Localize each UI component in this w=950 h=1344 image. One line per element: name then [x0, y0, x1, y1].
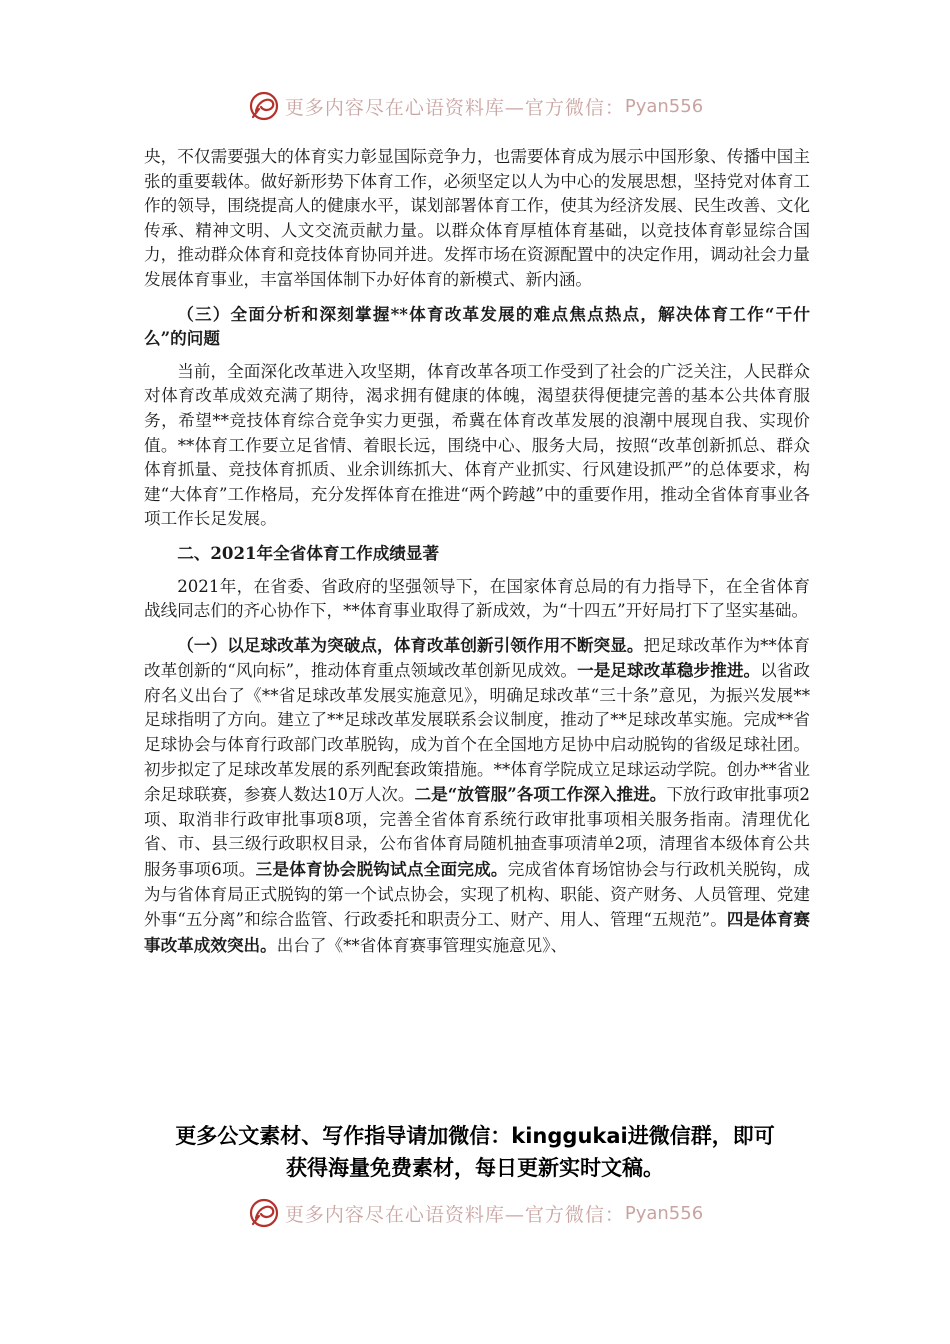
document-body	[144, 145, 810, 958]
body-paragraph	[144, 145, 810, 293]
text-run: 下放行政审批事项2项、取消非行政审批事项8项，完善全省体育系统行政审批事项相关服务指南。清理优化省、市、县三级行政职权目录，公布省体育局随机抽查事项清单2项，清理省本级体育公共服务事项6项。	[144, 785, 810, 880]
bold-run: 一是足球改革稳步推进。	[577, 660, 761, 681]
text-run: 2021年，在省委、省政府的坚强领导下，在国家体育总局的有力指导下，在全省体育战线同志们的齐心协作下，**体育事业取得了新成效，为“十四五”开好局打下了坚实基础。	[144, 576, 810, 621]
text-run: 以省政府名义出台了《**省足球改革发展实施意见》，明确足球改革“三十条”意见，为振兴发展**足球指明了方向。建立了**足球改革发展联系会议制度，推动了**足球改革实施。完成**省足球协会与体育行政部门改革脱钩，成为首个在全国地方足协中启动脱钩的省级足球社团。初步拟定了足球改革发展的系列配套政策措施。**体育学院成立足球运动学院。创办**省业余足球联赛，参赛人数达10万人次。	[144, 661, 810, 805]
promo-line-2: 获得海量免费素材，每日更新实时文稿。	[286, 1156, 664, 1180]
bold-run: （一）以足球改革为突破点，体育改革创新引领作用不断突显。	[177, 634, 644, 655]
header-banner	[0, 88, 950, 124]
bold-run: 二、2021年全省体育工作成绩显著	[177, 542, 440, 563]
bold-run: （三）全面分析和深刻掌握**体育改革发展的难点焦点热点，解决体育工作“干什么”的问题	[144, 303, 810, 349]
bold-run: 二是“放管服”各项工作深入推进。	[414, 784, 667, 805]
bold-run: 三是体育协会脱钩试点全面完成。	[255, 859, 508, 880]
footer-banner	[0, 1195, 950, 1231]
body-paragraph	[144, 575, 810, 624]
text-run: 央，不仅需要强大的体育实力彰显国际竞争力，也需要体育成为展示中国形象、传播中国主张的重要载体。做好新形势下体育工作，必须坚定以人为中心的发展思想，坚持党对体育工作的领导，围绕提高人的健康水平，谋划部署体育工作，使其为经济发展、民生改善、文化传承、精神文明、人文交流贡献力量。以群众体育厚植体育基础，以竞技体育彰显综合国力，推动群众体育和竞技体育协同并进。发挥市场在资源配置中的决定作用，调动社会力量发展体育事业，丰富举国体制下办好体育的新模式、新内涵。	[144, 147, 810, 289]
promo-line-1: 更多公文素材、写作指导请加微信：kinggukai进微信群，即可	[175, 1124, 775, 1148]
section-heading	[144, 541, 810, 566]
text-run: 当前，全面深化改革进入攻坚期，体育改革各项工作受到了社会的广泛关注，人民群众对体育改革成效充满了期待，渴求拥有健康的体魄，渴望获得便捷完善的基本公共体育服务，希望**竞技体育综合竞争实力更强，希冀在体育改革发展的浪潮中展现自我、实现价值。**体育工作要立足省情、着眼长远，围绕中心、服务大局，按照“改革创新抓总、群众体育抓量、竞技体育抓质、业余训练抓大、体育产业抓实、行风建设抓严”的总体要求，构建“大体育”工作格局，充分发挥体育在推进“两个跨越”中的重要作用，推动全省体育事业各项工作长足发展。	[144, 361, 810, 529]
footer-banner-text: 更多内容尽在心语资料库—官方微信：	[284, 1203, 625, 1226]
bold-run: 四是体育赛事改革成效突出。	[144, 909, 811, 955]
footer-banner-wechat: Pyan556	[624, 1202, 704, 1224]
body-paragraph	[144, 633, 810, 959]
text-run: 出台了《**省体育赛事管理实施意见》、	[276, 935, 568, 955]
header-banner-wechat: Pyan556	[624, 95, 704, 117]
header-banner-text: 更多内容尽在心语资料库—官方微信：	[284, 96, 625, 119]
section-heading	[144, 302, 810, 351]
swirl-logo-icon	[247, 89, 281, 123]
swirl-logo-icon	[247, 1196, 281, 1230]
text-run: 把足球改革作为**体育改革创新的“风向标”，推动体育重点领域改革创新见成效。	[144, 635, 810, 681]
text-run: 完成省体育场馆协会与行政机关脱钩，成为与省体育局正式脱钩的第一个试点协会，实现了机构、职能、资产财务、人员管理、党建外事“五分离”和综合监管、行政委托和职责分工、财产、用人、管理“五规范”。	[144, 860, 810, 930]
promo-text	[110, 1120, 840, 1184]
body-paragraph	[144, 360, 810, 532]
